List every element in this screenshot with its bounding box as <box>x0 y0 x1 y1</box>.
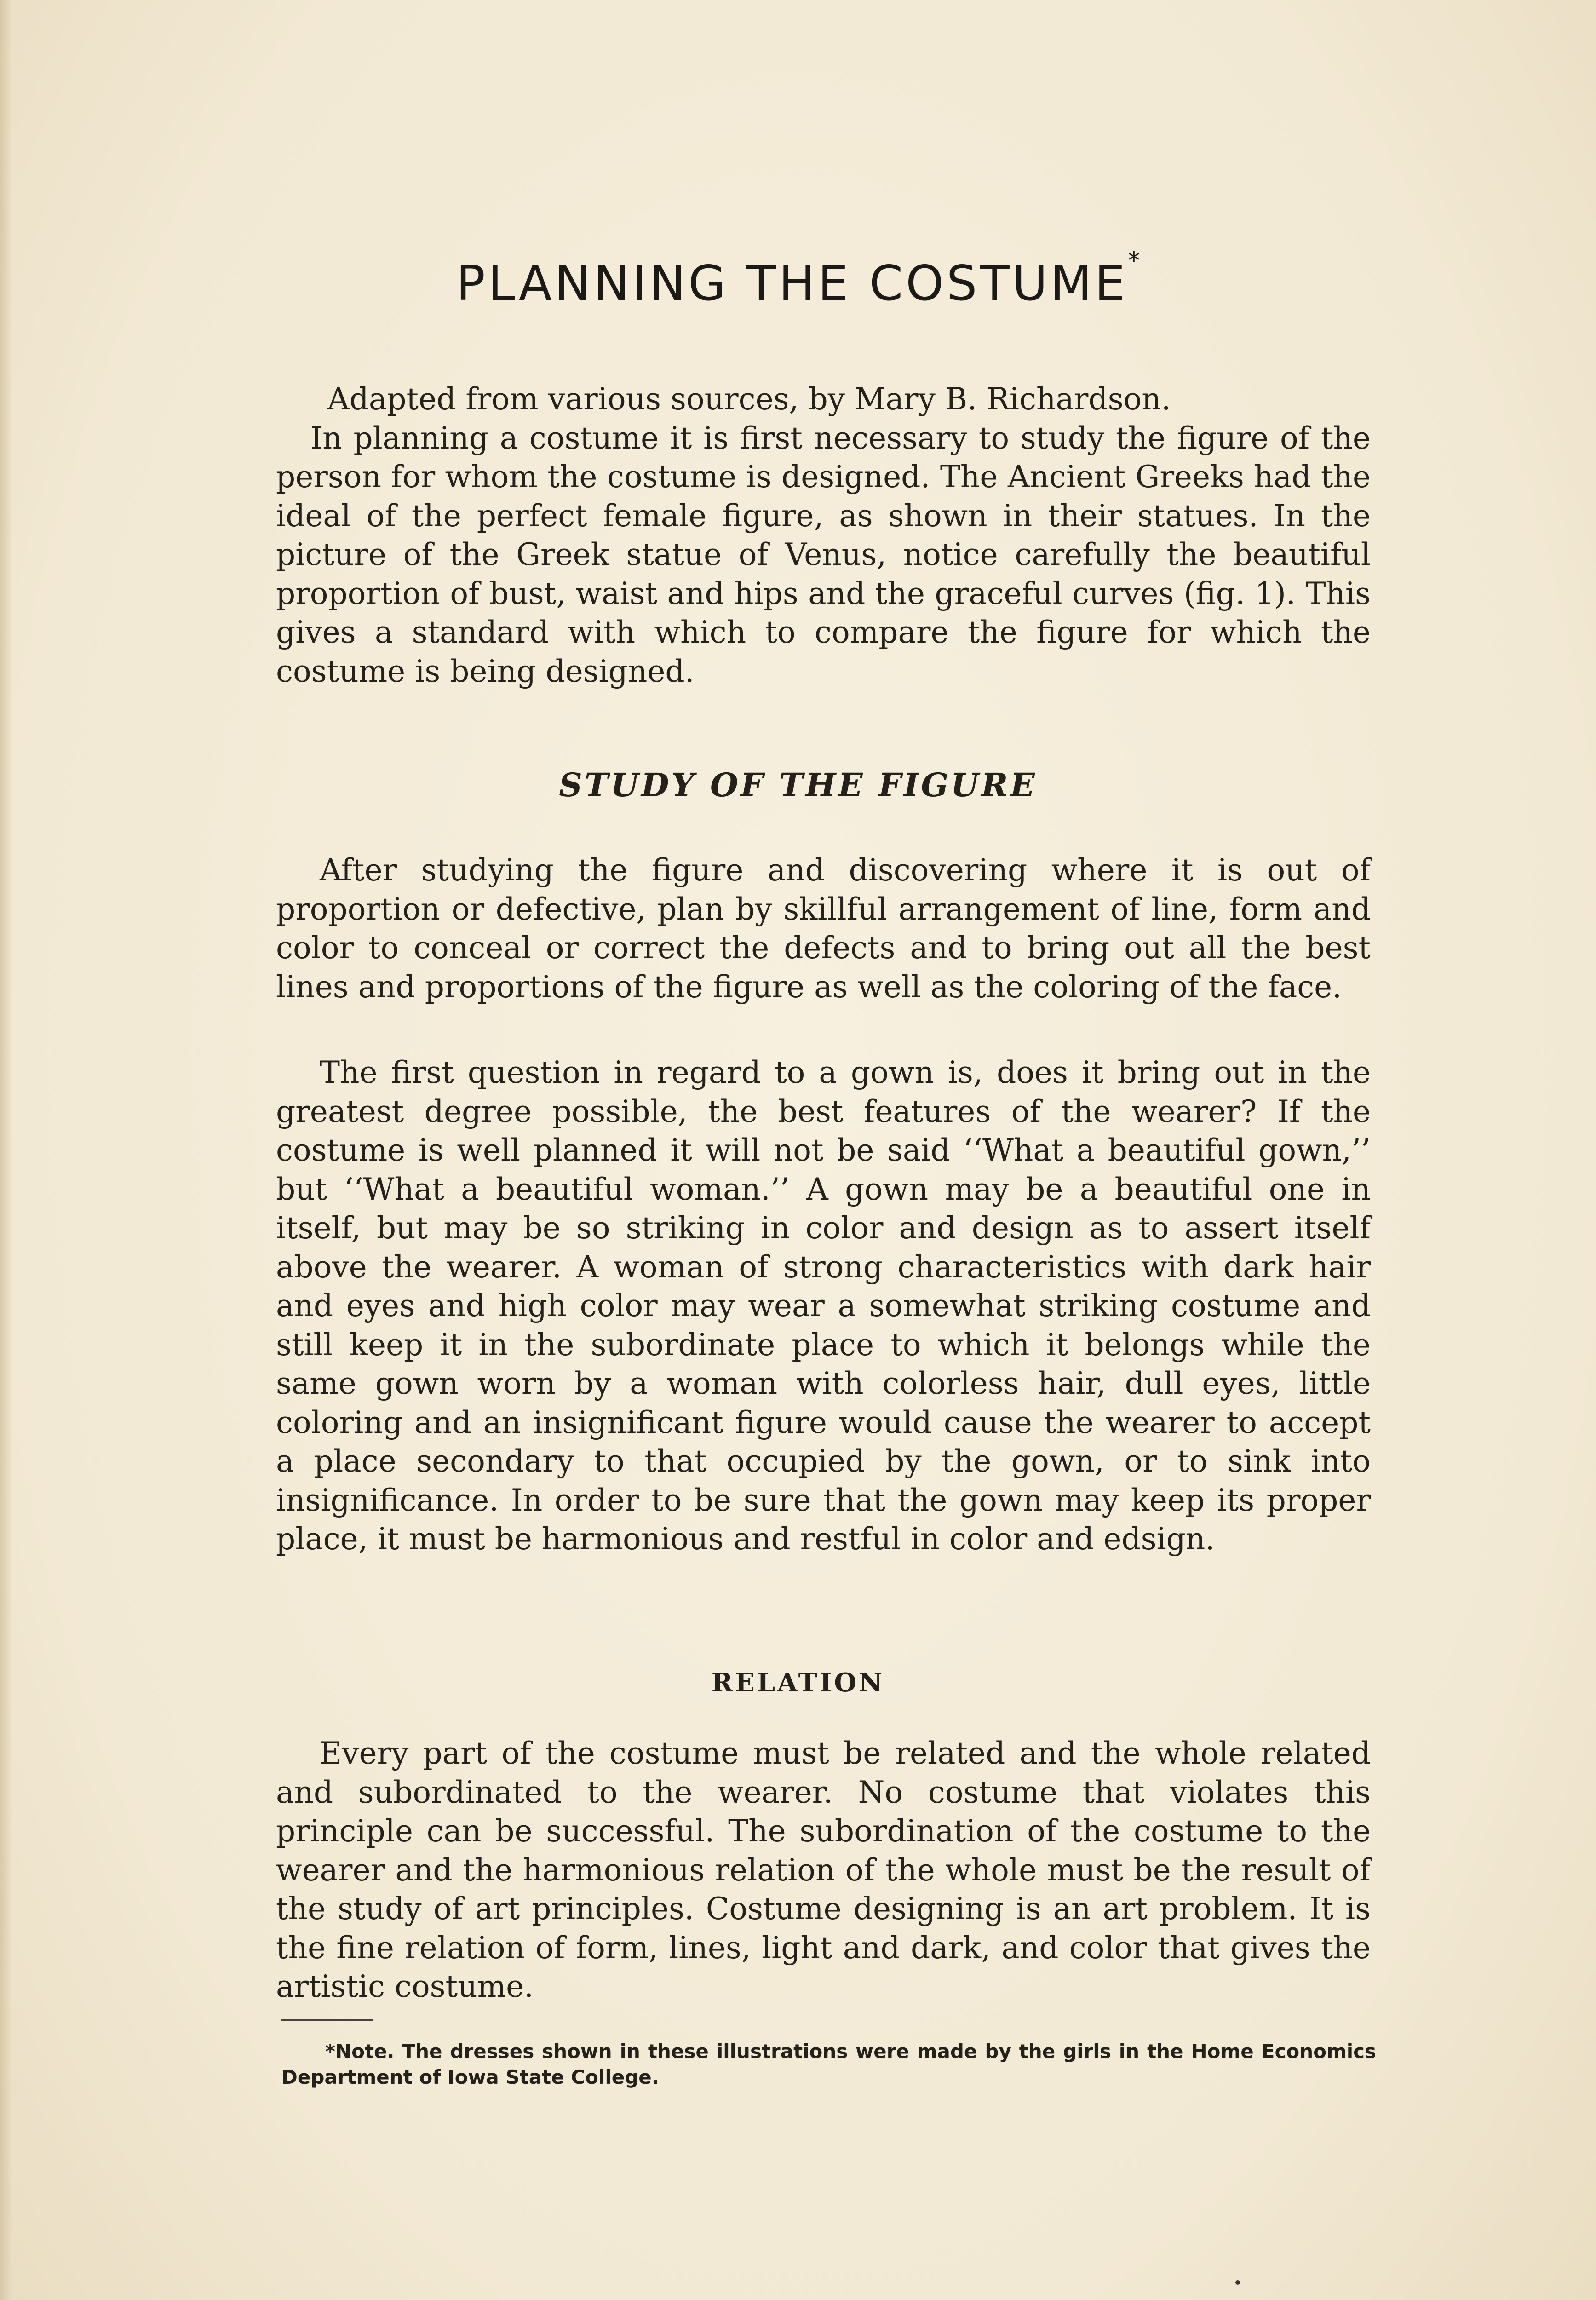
relation-paragraph: Every part of the costume must be related and the whole related and subordinated to the wearer. No costume that violates this principle can be successful. The subordination of the costume to the wearer and the harmonious relation of the whole must be the result of the study of art principles. Costume designing is an art problem. It is the fine relation of form, lines, light and dark, and color that gives the artistic costume. <box>276 1736 1371 2004</box>
page-edge-shadow <box>0 0 13 2300</box>
page-title <box>0 247 1596 311</box>
title-footnote-marker: * <box>1128 247 1140 275</box>
figure-paragraph-2: The first question in regard to a gown is, does it bring out in the greatest degree possible, the best features of the wearer? If the costume is well planned it will not be said ‘‘What a beautiful gown,’’ but ‘‘What a beautiful woman.’’ A gown may be a beautiful one in itself, but may be so striking in color and design as to assert itself above the wearer. A woman of strong characteristics with dark hair and eyes and high color may wear a somewhat striking costume and still keep it in the subordinate place to which it belongs while the same gown worn by a woman with colorless hair, dull eyes, little coloring and an insignificant figure would cause the wearer to accept a place secondary to that occupied by the gown, or to sink into insignificance. In order to be sure that the gown may keep its proper place, it must be harmonious and restful in color and edsign. <box>276 1055 1371 1557</box>
footnote-text: *Note. The dresses shown in these illustrations were made by the girls in the Home Economics Department of Iowa State College. <box>281 2040 1376 2088</box>
intro-attribution: Adapted from various sources, by Mary B. Richardson. <box>327 381 1171 417</box>
section-heading-relation: RELATION <box>711 1668 885 1698</box>
section-heading-study-of-the-figure: STUDY OF THE FIGURE <box>559 766 1037 804</box>
intro-paragraph: In planning a costume it is first necessary to study the figure of the person for whom the costume is designed. The Ancient Greeks had the ideal of the perfect female figure, as shown in their statues. In the picture of the Greek statue of Venus, notice carefully the beautiful proportion of bust, waist and hips and the graceful curves (fig. 1). This gives a standard with which to compare the figure for which the costume is being designed. <box>276 420 1371 689</box>
figure-paragraph-1: After studying the figure and discovering where it is out of proportion or defective, plan by skillful arrangement of line, form and color to conceal or correct the defects and to bring out all the best lines and proportions of the figure as well as the coloring of the face. <box>276 852 1371 1005</box>
intro-attribution-block <box>276 380 1371 691</box>
paper-speck <box>1235 2280 1240 2285</box>
page-title-text: PLANNING THE COSTUME <box>456 255 1128 311</box>
footnote-divider <box>281 2019 373 2021</box>
